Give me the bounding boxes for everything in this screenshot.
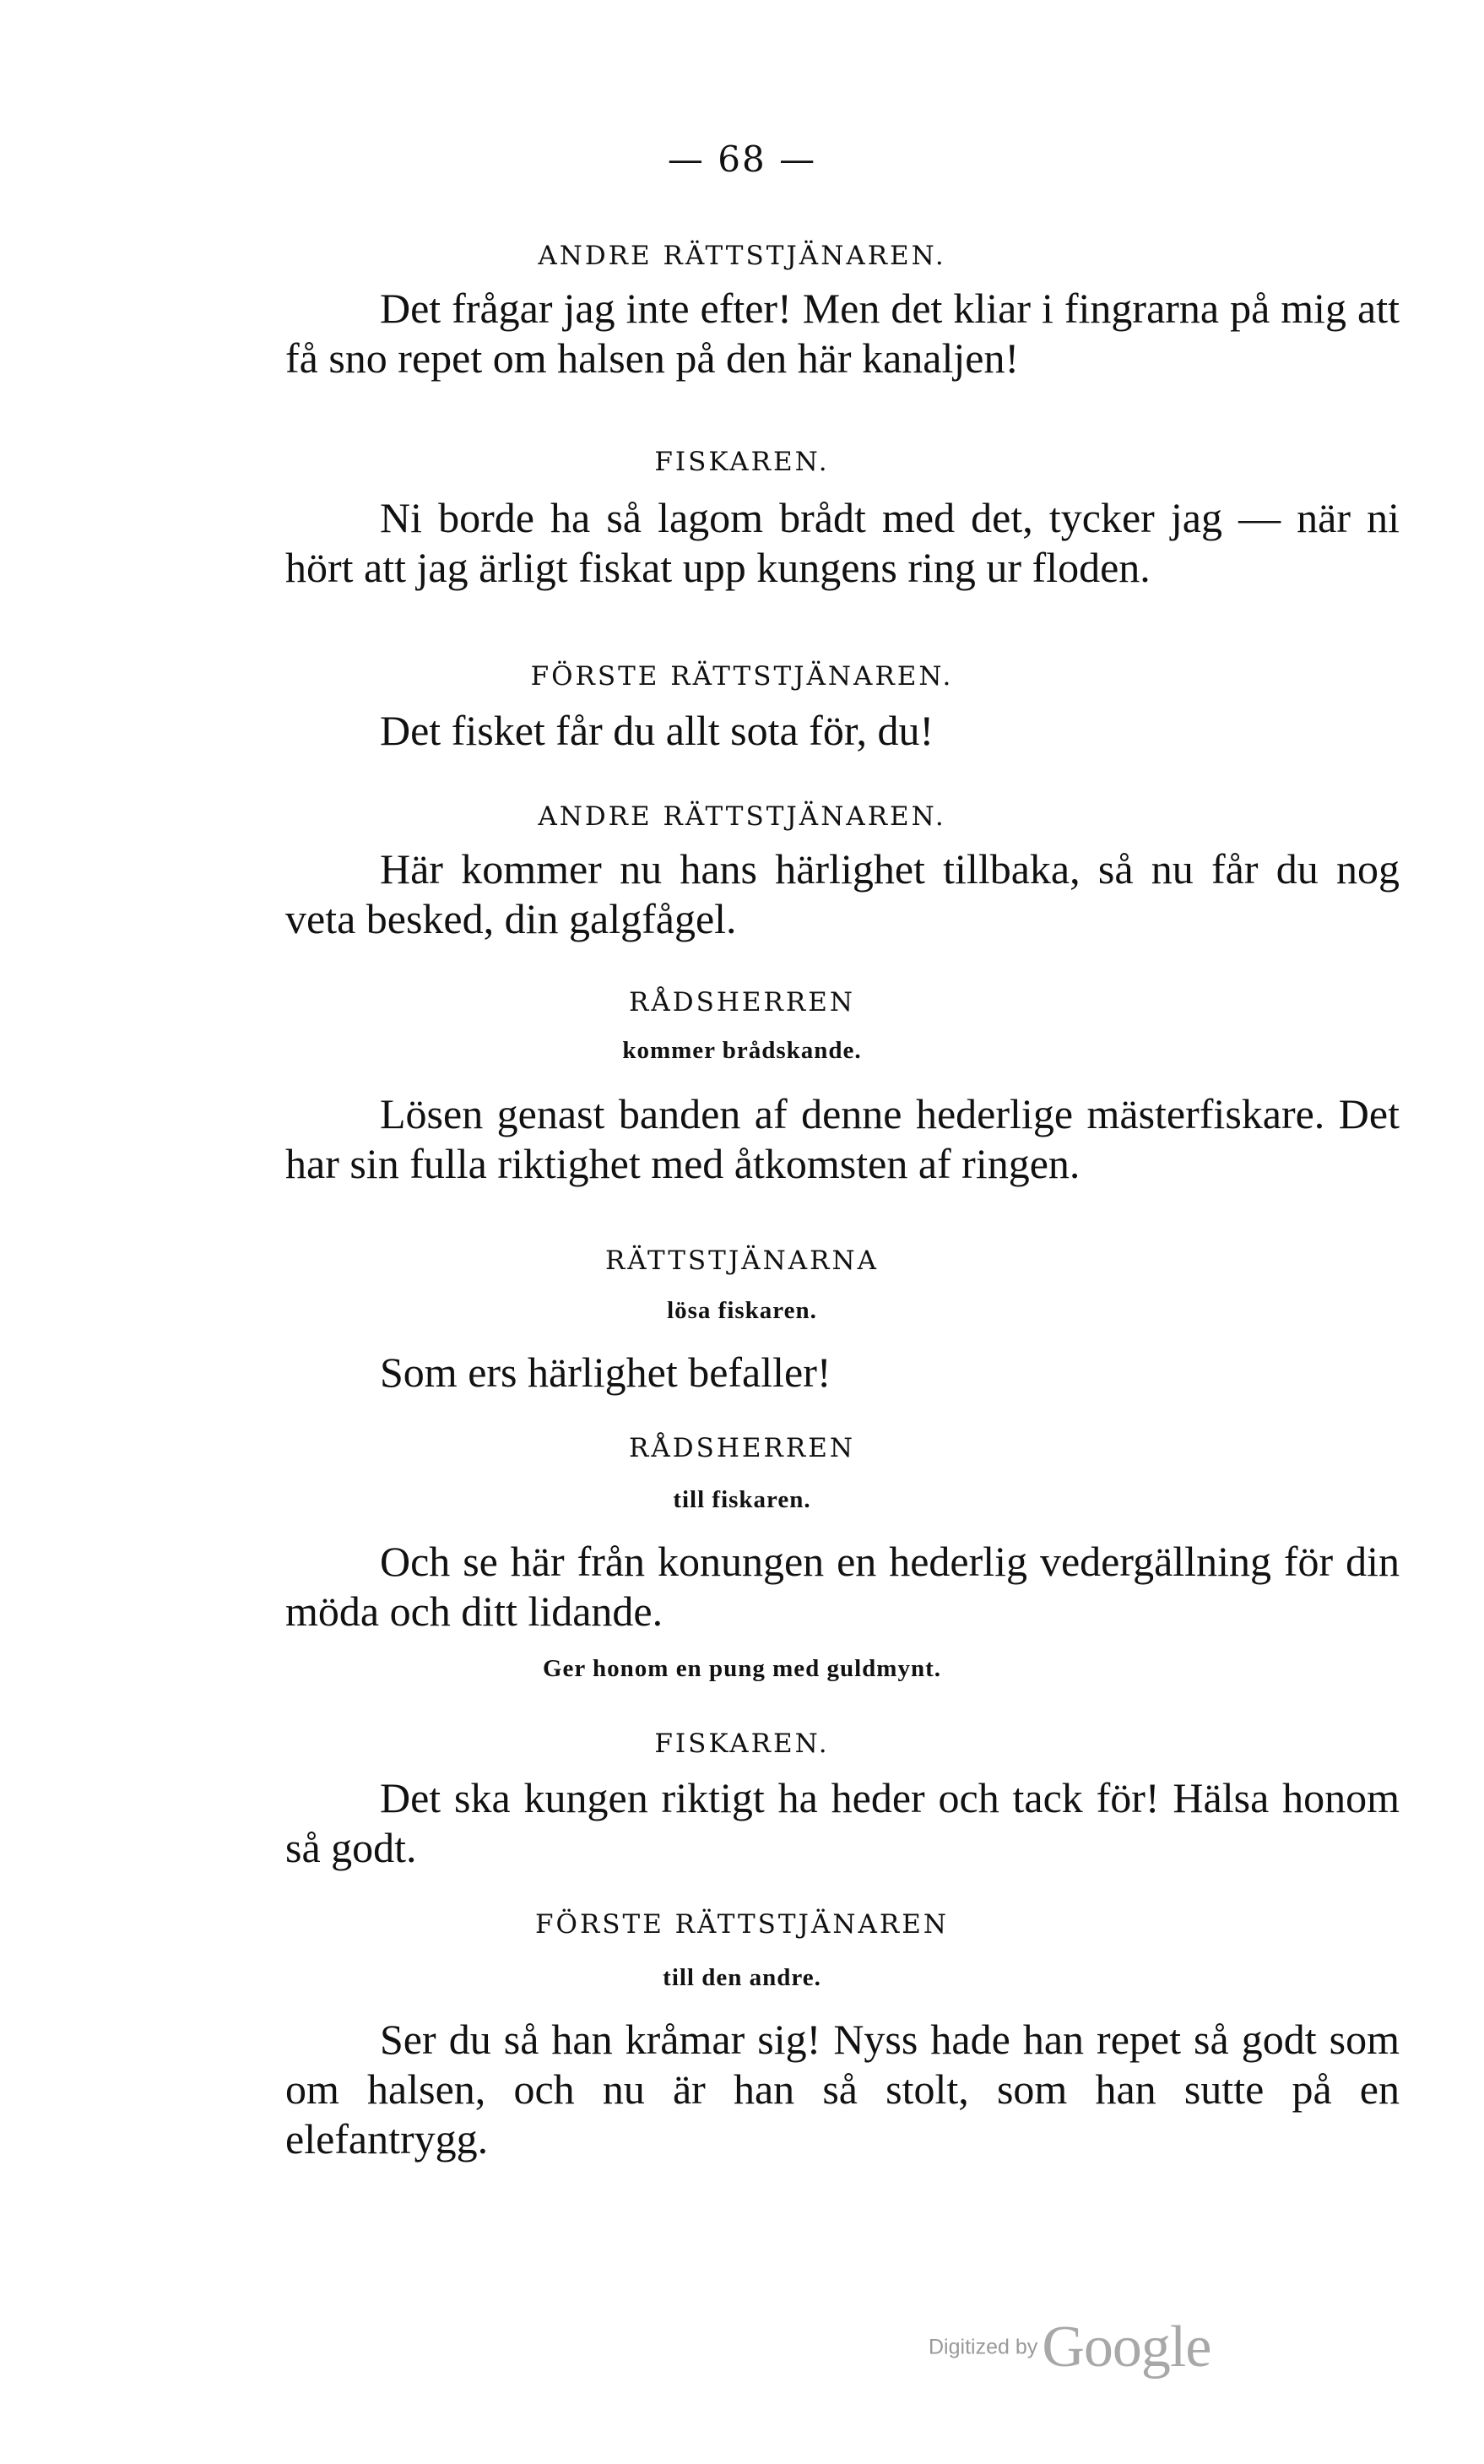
- speaker-heading: RÅDSHERREN: [629, 1433, 855, 1463]
- speaker-heading: RÄTTSTJÄNARNA: [604, 1246, 880, 1276]
- speech-text: Lösen genast banden af denne hederlige mästerfiskare. Det har sin fulla riktighet med åtkomsten af ringen.: [285, 1090, 1400, 1187]
- speaker-heading: FISKAREN.: [654, 1729, 830, 1759]
- speaker-heading: FÖRSTE RÄTTSTJÄNAREN.: [530, 661, 954, 692]
- speech-text: Ser du så han kråmar sig! Nyss hade han repet så godt som om halsen, och nu är han så stolt, som han sutte på en elefantrygg.: [285, 2016, 1400, 2163]
- digitized-label: Digitized by: [929, 2335, 1038, 2359]
- stage-direction: kommer brådskande.: [622, 1037, 862, 1064]
- speech-text: Ni borde ha så lagom brådt med det, tycker jag — när ni hört att jag ärligt fiskat upp kungens ring ur floden.: [285, 494, 1400, 591]
- speaker-heading: ANDRE RÄTTSTJÄNAREN.: [538, 801, 946, 832]
- speaker-heading: ANDRE RÄTTSTJÄNAREN.: [538, 241, 946, 271]
- speech-text: Som ers härlighet befaller!: [380, 1349, 831, 1396]
- google-logo: Google: [1042, 2315, 1211, 2380]
- stage-direction: till den andre.: [663, 1964, 821, 1991]
- speech-text: Det fisket får du allt sota för, du!: [380, 707, 934, 754]
- speech-text: Här kommer nu hans härlighet tillbaka, så nu får du nog veta besked, din galgfågel.: [285, 845, 1400, 942]
- speech-text: Och se här från konungen en hederlig vedergällning för din möda och ditt lidande.: [285, 1538, 1400, 1635]
- speaker-heading: FISKAREN.: [654, 447, 830, 477]
- stage-direction: till fiskaren.: [673, 1486, 811, 1513]
- stage-direction: lösa fiskaren.: [667, 1297, 817, 1324]
- stage-direction: Ger honom en pung med guldmynt.: [543, 1655, 941, 1682]
- speech-text: Det ska kungen riktigt ha heder och tack för! Hälsa honom så godt.: [285, 1774, 1400, 1871]
- speech-text: Det frågar jag inte efter! Men det kliar i fingrarna på mig att få sno repet om halsen på den här kanaljen!: [285, 285, 1400, 382]
- speaker-heading: RÅDSHERREN: [629, 987, 855, 1018]
- page-number: — 68 —: [667, 138, 817, 180]
- speaker-heading: FÖRSTE RÄTTSTJÄNAREN: [535, 1909, 949, 1940]
- digitized-credit: [929, 2314, 1283, 2381]
